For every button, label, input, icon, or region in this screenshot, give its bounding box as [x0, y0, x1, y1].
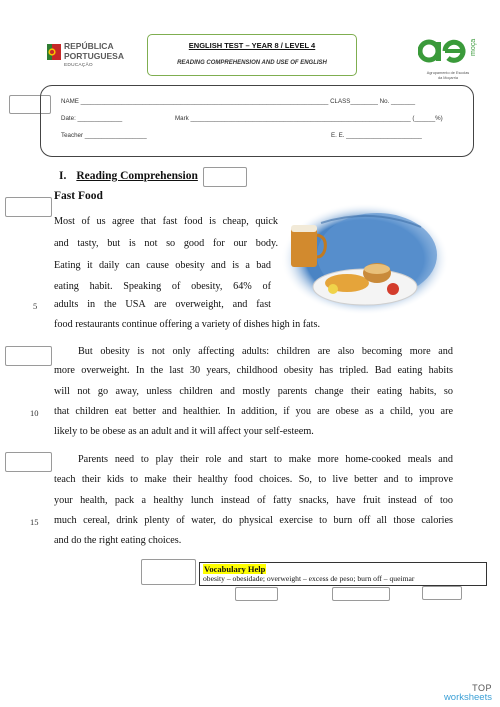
republic-line-1: REPÚBLICA: [64, 41, 114, 51]
text-subtitle: Fast Food: [54, 190, 103, 202]
answer-box[interactable]: [422, 586, 462, 600]
score-box[interactable]: [203, 167, 247, 187]
school-logo: [418, 36, 478, 82]
text-line: will not go away, unless children and mostly parents change their eating habits, so: [54, 386, 453, 397]
line-number: 15: [30, 517, 39, 527]
fast-food-illustration: [281, 203, 449, 316]
text-line: much cereal, drink plenty of water, do physical exercise to burn off all those calories: [54, 515, 453, 526]
test-title: ENGLISH TEST – YEAR 8 / LEVEL 4: [188, 41, 316, 50]
republic-name: [64, 42, 124, 61]
score-box[interactable]: [5, 346, 52, 366]
vocabulary-help-box: [199, 562, 487, 586]
name-field[interactable]: NAME ________________________________________________________________________ CLASS________ No. _______: [61, 98, 416, 105]
test-subtitle: READING COMPREHENSION AND USE OF ENGLISH: [177, 60, 327, 66]
portuguese-emblem-icon: [47, 44, 61, 60]
school-name-line-1: Agrupamento de Escolas: [426, 71, 470, 75]
line-number: 10: [30, 408, 39, 418]
republic-line-2: PORTUGUESA: [64, 50, 124, 61]
date-field[interactable]: Date: _____________: [61, 115, 123, 122]
ae-logo-icon: [418, 36, 478, 70]
answer-box[interactable]: [141, 559, 196, 585]
score-box[interactable]: [5, 452, 52, 472]
topworksheets-watermark: [444, 683, 492, 703]
teacher-field[interactable]: Teacher __________________: [61, 132, 147, 139]
text-line: Most of us agree that fast food is cheap, quick: [54, 216, 278, 227]
answer-box[interactable]: [332, 587, 390, 601]
text-line: Parents need to play their role and start to make more home-cooked meals and: [78, 454, 453, 465]
line-number: 5: [33, 301, 38, 311]
watermark-top: TOP: [472, 683, 492, 693]
section-number: I.: [59, 170, 67, 182]
section-title-text: Reading Comprehension: [76, 170, 198, 182]
text-line: more overweight. In the last 30 years, childhood obesity has tripled. Bad eating habits: [54, 365, 453, 376]
watermark-worksheets: worksheets: [443, 692, 492, 703]
text-line: But obesity is not only affecting adults: children are also becoming more and: [78, 346, 453, 357]
svg-text:moça: moça: [470, 38, 477, 56]
text-line: Eating it daily can cause obesity and is a bad: [54, 260, 271, 271]
text-line: adults in the USA are overweight, and fast: [54, 299, 271, 310]
test-title-box: [147, 34, 357, 76]
student-info-box: [40, 85, 474, 157]
text-line: and tasty, but is not so good for our body.: [54, 238, 278, 249]
text-line: food restaurants continue offering a variety of dishes high in fats.: [54, 319, 321, 330]
ee-field[interactable]: E. E. ______________________: [331, 132, 422, 139]
section-title: [59, 170, 198, 182]
text-line: your health, pack a healthy lunch instead of fatty snacks, have fruit instead of too: [54, 495, 453, 506]
text-line: and do the right eating choices.: [54, 535, 182, 546]
school-name-line-2: da Moçarria: [437, 75, 459, 80]
vocabulary-title: Vocabulary Help: [204, 564, 266, 574]
text-line: teach their kids to make their healthy food choices. So, to live better and to improve: [54, 474, 453, 485]
republic-subtitle: EDUCAÇÃO: [64, 63, 93, 68]
score-box[interactable]: [5, 197, 52, 217]
text-line: likely to be obese as an adult and it will affect your self-esteem.: [54, 426, 314, 437]
text-line: that children eat better and healthier. In addition, if you are obese as a child, you are: [54, 406, 453, 417]
text-line: eating habit. Speaking of obesity, 64% of: [54, 281, 271, 292]
mark-field[interactable]: Mark ________________________________________________________________ (______%): [175, 115, 443, 122]
vocabulary-text: obesity – obesidade; overweight – excess de peso; burn off – queimar: [203, 574, 415, 583]
answer-box[interactable]: [235, 587, 278, 601]
